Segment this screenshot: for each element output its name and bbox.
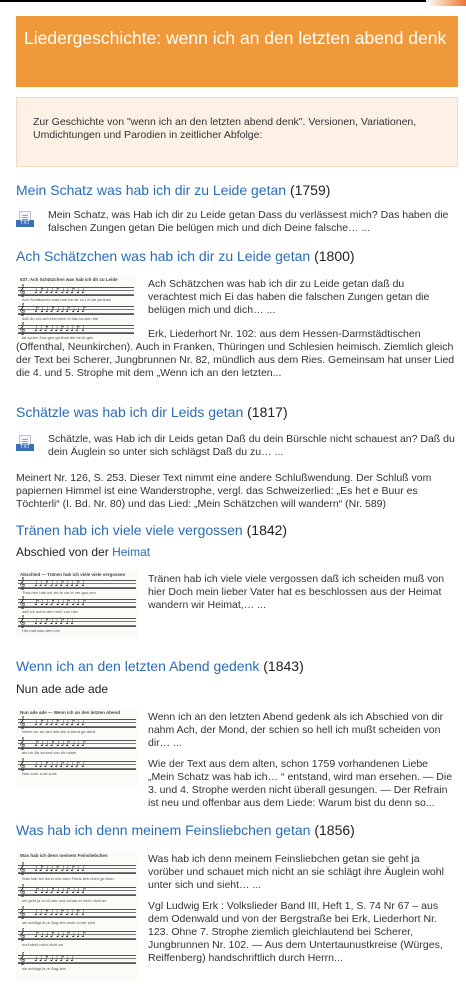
song-note-text: Wie der Text aus dem alten, schon 1759 vorhandenen Liebe „Mein Schatz was hab ich… “ entstand, wird man ersehen. — Die 3. und 4. Strophe werden nicht überall gesungen. — Der Refrain ist neu und offenbar aus dem Liede: Warum bist du denn so... [148, 758, 453, 809]
score-caption: Nun ade ade — Wenn ich an den letzten Abend [20, 710, 121, 715]
song-title-link[interactable]: Ach Schätzchen was hab ich dir zu Leide getan [16, 248, 311, 264]
sheet-music-image[interactable]: Abschied — Tränen hab ich viele viele vergossen 𝄞 ♩♩♪♩♩♪♩♩♪♩ Thrä-nen hab ich vie-le vie-le ver-gos-sen 𝄞 ♪♩♩♪♩♩♪♩♩♪ daß ich schei-den muß von hier 𝄞 ♩♩♪♩♩♪♩♩ Hei-mat wan-dern wir [16, 570, 138, 638]
intro-box [16, 97, 458, 167]
song-note-text: Erk, Liederhort Nr. 102: aus dem Hessen-Darmstädtischen (Offenthal, Neunkirchen). Auch in Franken, Thüringen und Schlesien heimisch. Ziemlich gleich der Text bei Scherer, Jungbrunnen Nr. 82, mündlich aus dem Ries. Gemeinsam hat unser Lied die 4. und 5. Strophe mit dem „Wenn ich an den letzten... [16, 328, 455, 379]
section-heading-1759 [16, 182, 330, 199]
song-title-link[interactable]: Tränen hab ich viele viele vergossen [16, 522, 243, 538]
score-caption: 537. Ach Schätzchen was hab ich dir zu Leide [20, 277, 118, 282]
song-year: (1856) [314, 822, 355, 838]
song-excerpt: Mein Schatz, was Hab ich dir zu Leide getan Dass du verlässest mich? Das haben die falschen Zungen getan Die belügen mich und dich Deine falsche… ... [48, 209, 449, 234]
sheet-music-image[interactable]: 537. Ach Schätzchen was hab ich dir zu Leide 𝄞 ♩♪♩♩♪♩♩♪♩♩ Ach Schätzchen was hab ich dir zu Lei-de ge-than 𝄞 ♪♩♩♪♩♩♪♩♩♪ daß du ver-ach-test mich ei das ha-ben die 𝄞 ♩♩♪♩♩♪♩♩♪♩ fal-schen Zun-gen ge-than die be-lü-gen [16, 275, 136, 345]
sheet-music-image[interactable]: Nun ade ade — Wenn ich an den letzten Abend 𝄞 ♩♪♩♩♪♩♩♪♩♩ Wenn ich an den letz-ten A-bend ge-denk 𝄞 ♪♩♩♪♩♩♪♩♩♪ als ich Ab-schied von dir nahm 𝄞 ♩♩♪♩♩♪♩♩♪♩ Nun a-de a-de a-de [16, 708, 138, 786]
song-excerpt: Schätzle, was Hab ich dir Leids getan Daß du dein Bürschle nicht schauest an? Daß du dein Äuglein so unter sich schlägst Daß du zu… ... [48, 433, 455, 458]
text-document-icon[interactable]: TXT [16, 211, 34, 231]
song-year: (1817) [247, 404, 288, 420]
song-excerpt: Ach Schätzchen was hab ich dir zu Leide getan daß du verachtest mich Ei das haben die falschen Zungen getan die belügen mich und dich… ... [148, 278, 430, 316]
song-title-link[interactable]: Schätzle was hab ich dir Leids getan [16, 404, 244, 420]
song-note-text: Meinert Nr. 126, S. 253. Dieser Text nimmt eine andere Schlußwendung. Der Schluß vom papiernen Himmel ist eine Wanderstrophe, vergl. das Schweizerlied: „Es het e Buur es Töchterli“ (I. Bd. Nr. 80) und das Lied: „Mein Schätzchen will wandern“ (Nr. 589) [16, 472, 432, 510]
text-document-icon[interactable]: TXT [16, 435, 34, 455]
song-year: (1842) [246, 522, 288, 538]
song-year: (1800) [314, 248, 355, 264]
sheet-music-image[interactable]: Was hab ich denn meinem Feinsliebchen 𝄞 ♩♪♩♩♪♩♩♪♩♩ Was hab ich denn mei-nem Feins-lieb-chen ge-than 𝄞 ♪♩♩♪♩♩♪♩♩♪ sie geht ja vo-rü-ber und schau-et mich nicht an 𝄞 ♩♩♪♩♩♪♩♩♪♩ sie schlägt ih-re Äug-lein wohl un-ter sich 𝄞 ♪♩♩♪♩♩♪♩♩♪ und sieht mich nicht an 𝄞 ♩♩♪♩♩♪♩♩ sie schlägt ih-re Äug-lein [16, 851, 138, 981]
song-excerpt: Tränen hab ich viele viele vergossen daß ich scheiden muß von hier Doch mein lieber Vater hat es beschlossen aus der Heimat wandern wir Heimat,… ... [148, 573, 445, 611]
song-title-link[interactable]: Wenn ich an den letzten Abend gedenk [16, 658, 260, 674]
song-title-link[interactable]: Mein Schatz was hab ich dir zu Leide getan [16, 182, 287, 198]
song-subtitle: Nun ade ade ade [16, 682, 109, 696]
song-year: (1759) [289, 182, 331, 198]
section-heading-1817 [16, 404, 288, 421]
section-heading-1800 [16, 248, 355, 265]
song-subtitle: Abschied von der Heimat [16, 545, 151, 559]
intro-text: Zur Geschichte von "wenn ich an den letzten abend denk". Versionen, Variationen, Umdichtungen und Parodien in zeitlicher Abfolge: [33, 116, 417, 141]
top-border [0, 0, 466, 2]
song-note-text: Vgl Ludwig Erk : Volkslieder Band III, Heft 1, S. 74 Nr 67 – aus dem Odenwald und von der Bergstraße bei Erk, Liederhort Nr. 123. Ohne 7. Strophe ziemlich gleichlautend bei Scherer, Jungbrunnen Nr. 102. — Aus dem Untertaunustkreise (Würges, Reiffenberg) handschriftlich durch Herrn... [148, 900, 443, 964]
section-heading-1842 [16, 522, 287, 539]
score-caption: Was hab ich denn meinem Feinsliebchen [20, 853, 108, 858]
corner-logo [426, 0, 466, 6]
score-caption: Abschied — Tränen hab ich viele viele vergossen [20, 572, 126, 577]
song-title-link[interactable]: Was hab ich denn meinem Feinsliebchen getan [16, 822, 311, 838]
song-excerpt: Was hab ich denn meinem Feinsliebchen getan sie geht ja vorüber und schauet mich nicht an sie schlägt ihre Äuglein wohl unter sich und sieht… ... [148, 853, 444, 891]
page-title: Liedergeschichte: wenn ich an den letzten abend denk [24, 28, 447, 48]
song-excerpt: Wenn ich an den letzten Abend gedenk als ich Abschied von dir nahm Ach, der Mond, der schien so hell ich mußt scheiden von dir… ... [148, 711, 444, 749]
section-heading-1843 [16, 658, 304, 675]
subtitle-link[interactable]: Heimat [112, 545, 151, 559]
section-heading-1856 [16, 822, 355, 839]
song-year: (1843) [263, 658, 304, 674]
page-header [16, 16, 458, 87]
